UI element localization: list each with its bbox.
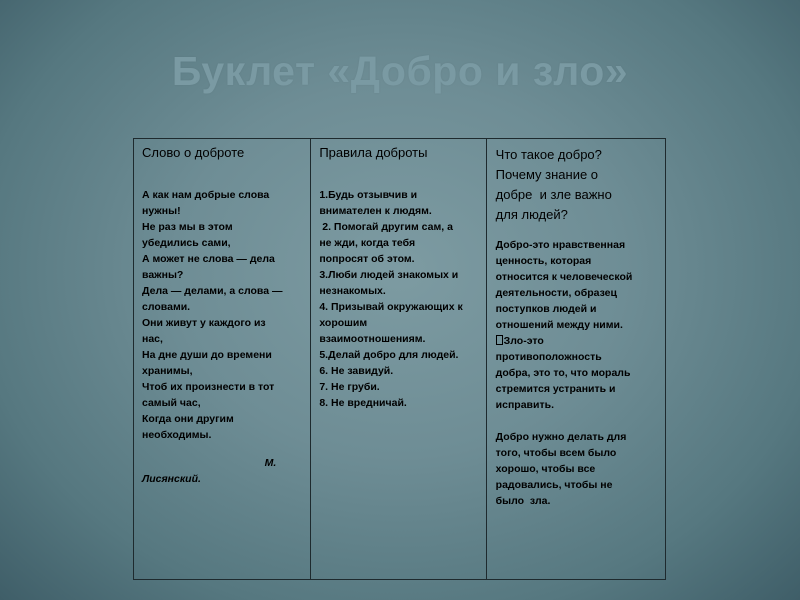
text-line: противоположность xyxy=(495,351,602,363)
rule-line: 3.Люби людей знакомых и xyxy=(319,269,459,281)
column-header xyxy=(496,145,659,225)
column-header: Правила доброты xyxy=(319,145,428,160)
rules-list xyxy=(319,187,479,411)
text-line: Добро нужно делать для xyxy=(495,431,627,443)
signature-initial: М. xyxy=(264,457,277,469)
poem-line: А может не слова — дела xyxy=(142,253,275,265)
column-what-is-good xyxy=(486,139,665,579)
poem-line: нужны! xyxy=(142,205,181,217)
definition-evil xyxy=(496,333,659,413)
rule-line: 2. Помогай другим сам, а xyxy=(319,221,453,233)
text-line: стремится устранить и xyxy=(495,383,616,395)
text-line: добра, это то, что мораль xyxy=(495,367,631,379)
poem-line: важны? xyxy=(142,269,184,281)
rule-line: 5.Делай добро для людей. xyxy=(319,349,459,361)
poem-line: А как нам добрые слова xyxy=(142,189,270,201)
rule-line: 6. Не завидуй. xyxy=(319,365,394,377)
rule-line: не жди, когда тебя xyxy=(319,237,416,249)
text-line: относится к человеческой xyxy=(495,271,633,283)
header-line: Что такое добро? xyxy=(495,147,602,162)
why-do-good xyxy=(496,429,659,509)
poem-line: На дне души до времени xyxy=(142,349,272,361)
text-line: Зло-это xyxy=(503,335,544,347)
text-line: деятельности, образец xyxy=(495,287,617,299)
text-line: ценность, которая xyxy=(495,255,592,267)
text-line: радовались, чтобы не xyxy=(495,479,613,491)
poem-line: Они живут у каждого из xyxy=(142,317,266,329)
header-line: добре и зле важно xyxy=(495,187,612,202)
text-line: исправить. xyxy=(495,399,554,411)
rule-line: 8. Не вредничай. xyxy=(319,397,407,409)
poem-line: Когда они другим xyxy=(142,413,234,425)
column-kindness-rules xyxy=(310,139,485,579)
poem-line: нас, xyxy=(142,333,163,345)
text-line: того, чтобы всем было xyxy=(495,447,617,459)
column-kindness-word xyxy=(134,139,310,579)
poem-line: Не раз мы в этом xyxy=(142,221,233,233)
poem-line: Дела — делами, а слова — xyxy=(142,285,283,297)
poem-line: хранимы, xyxy=(142,365,193,377)
rule-line: 1.Будь отзывчив и xyxy=(319,189,418,201)
poem-text xyxy=(142,187,304,487)
text-line: хорошо, чтобы все xyxy=(495,463,596,475)
poem-line: необходимы. xyxy=(142,429,212,441)
text-line: Добро-это нравственная xyxy=(495,239,626,251)
evil-first-line xyxy=(496,333,659,349)
header-line: для людей? xyxy=(495,207,568,222)
header-line: Почему знание о xyxy=(495,167,599,182)
poem-line: Чтоб их произнести в тот xyxy=(142,381,275,393)
rule-line: внимателен к людям. xyxy=(319,205,432,217)
poem-line: словами. xyxy=(142,301,191,313)
rule-line: 4. Призывай окружающих к xyxy=(319,301,463,313)
definition-good xyxy=(496,237,659,333)
bullet-box-icon xyxy=(496,335,503,345)
rule-line: хорошим xyxy=(319,317,368,329)
rule-line: попросят об этом. xyxy=(319,253,415,265)
text-line: отношений между ними. xyxy=(495,319,623,331)
column-header: Слово о доброте xyxy=(142,145,245,160)
signature-name: Лисянский. xyxy=(142,473,201,485)
rule-line: 7. Не груби. xyxy=(319,381,380,393)
poem-signature xyxy=(142,455,304,487)
rule-line: взаимоотношениям. xyxy=(319,333,426,345)
poem-line: убедились сами, xyxy=(142,237,231,249)
slide-title: Буклет «Добро и зло» xyxy=(171,48,629,94)
poem-line: самый час, xyxy=(142,397,201,409)
rule-line: незнакомых. xyxy=(319,285,386,297)
content-table xyxy=(133,138,666,580)
text-line: было зла. xyxy=(495,495,551,507)
text-line: поступков людей и xyxy=(495,303,597,315)
